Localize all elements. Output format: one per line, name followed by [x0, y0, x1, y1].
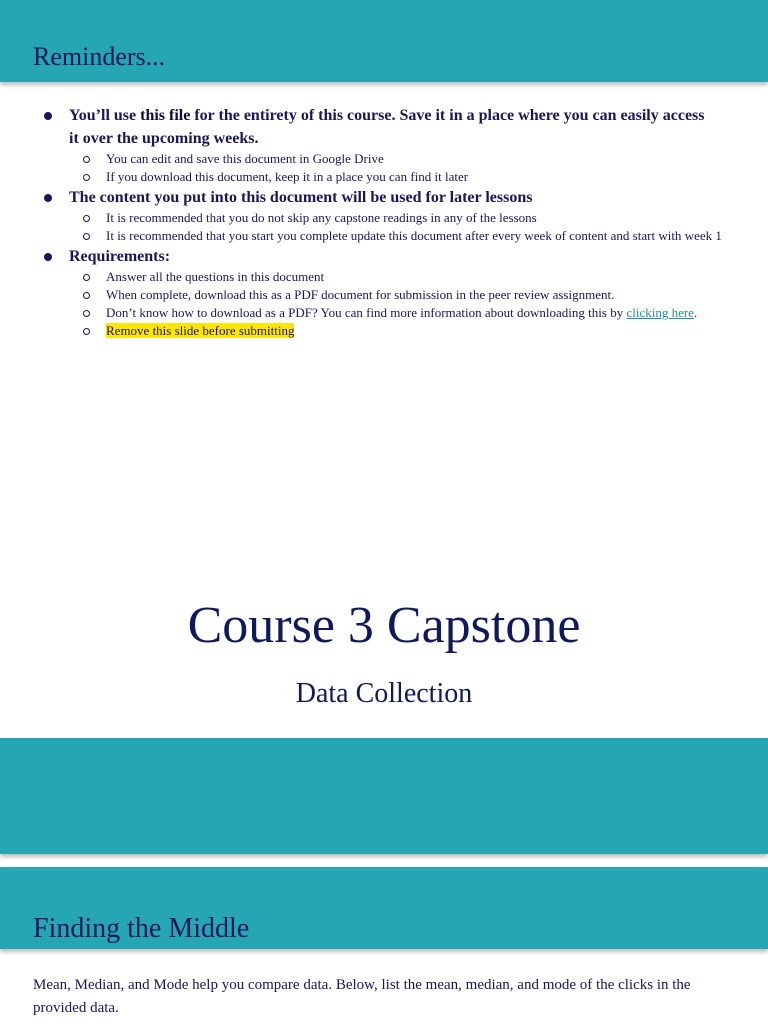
reminders-list — [0, 104, 768, 340]
circle-bullet-icon — [83, 215, 90, 222]
sub-item-text: You can edit and save this document in Google Drive — [106, 151, 384, 166]
sub-list-item — [0, 227, 768, 245]
circle-bullet-icon — [83, 292, 90, 299]
item-prefix: You’ll use — [69, 107, 141, 124]
clicking-here-link[interactable]: clicking here — [626, 305, 694, 320]
highlighted-note: Remove this slide before submitting — [106, 323, 295, 338]
sub-list-item — [0, 322, 768, 340]
list-item — [0, 245, 768, 268]
finding-middle-title: Finding the Middle — [33, 913, 250, 944]
course-subtitle: Data Collection — [295, 678, 473, 709]
circle-bullet-icon — [83, 310, 90, 317]
sub-item-text: If you download this document, keep it in a place you can find it later — [106, 169, 469, 184]
item-emphasis: this file — [140, 107, 191, 124]
list-item — [0, 104, 768, 150]
sub-item-text: Don’t know how to download as a PDF? You can find more information about downloading this by — [106, 305, 627, 320]
sub-item-text: It is recommended that you do not skip any capstone readings in any of the lessons — [106, 210, 537, 225]
circle-bullet-icon — [83, 156, 90, 163]
item-suffix: for the entirety of this course. Save it in a place where you can easily access it over the upcoming weeks. — [69, 107, 705, 147]
circle-bullet-icon — [83, 274, 90, 281]
item-text: Requirements: — [69, 248, 171, 265]
sub-item-text: When complete, download this as a PDF document for submission in the peer review assignment. — [106, 287, 615, 302]
sub-list-item — [0, 209, 768, 227]
list-item — [0, 186, 768, 209]
bullet-icon — [44, 194, 52, 202]
sub-list-item — [0, 150, 768, 168]
bullet-icon — [44, 112, 52, 120]
sub-item-end: . — [693, 305, 698, 320]
circle-bullet-icon — [83, 328, 90, 335]
sub-list-item — [0, 286, 768, 304]
bullet-icon — [44, 253, 52, 261]
course-title: Course 3 Capstone — [187, 597, 581, 654]
sub-list-item — [0, 168, 768, 186]
finding-middle-body: Mean, Median, and Mode help you compare data. Below, list the mean, median, and mode of the clicks in the provided data. — [33, 977, 691, 1016]
circle-bullet-icon — [83, 174, 90, 181]
circle-bullet-icon — [83, 233, 90, 240]
title-slide-footer-band — [0, 738, 768, 854]
reminders-title: Reminders... — [33, 42, 166, 71]
sub-list-item — [0, 304, 768, 322]
sub-list-item — [0, 268, 768, 286]
sub-item-text: It is recommended that you start you complete update this document after every week of content and start with week 1 — [106, 228, 722, 243]
item-text: The content you put into this document will be used for later lessons — [69, 189, 533, 206]
sub-item-text: Answer all the questions in this document — [106, 269, 325, 284]
